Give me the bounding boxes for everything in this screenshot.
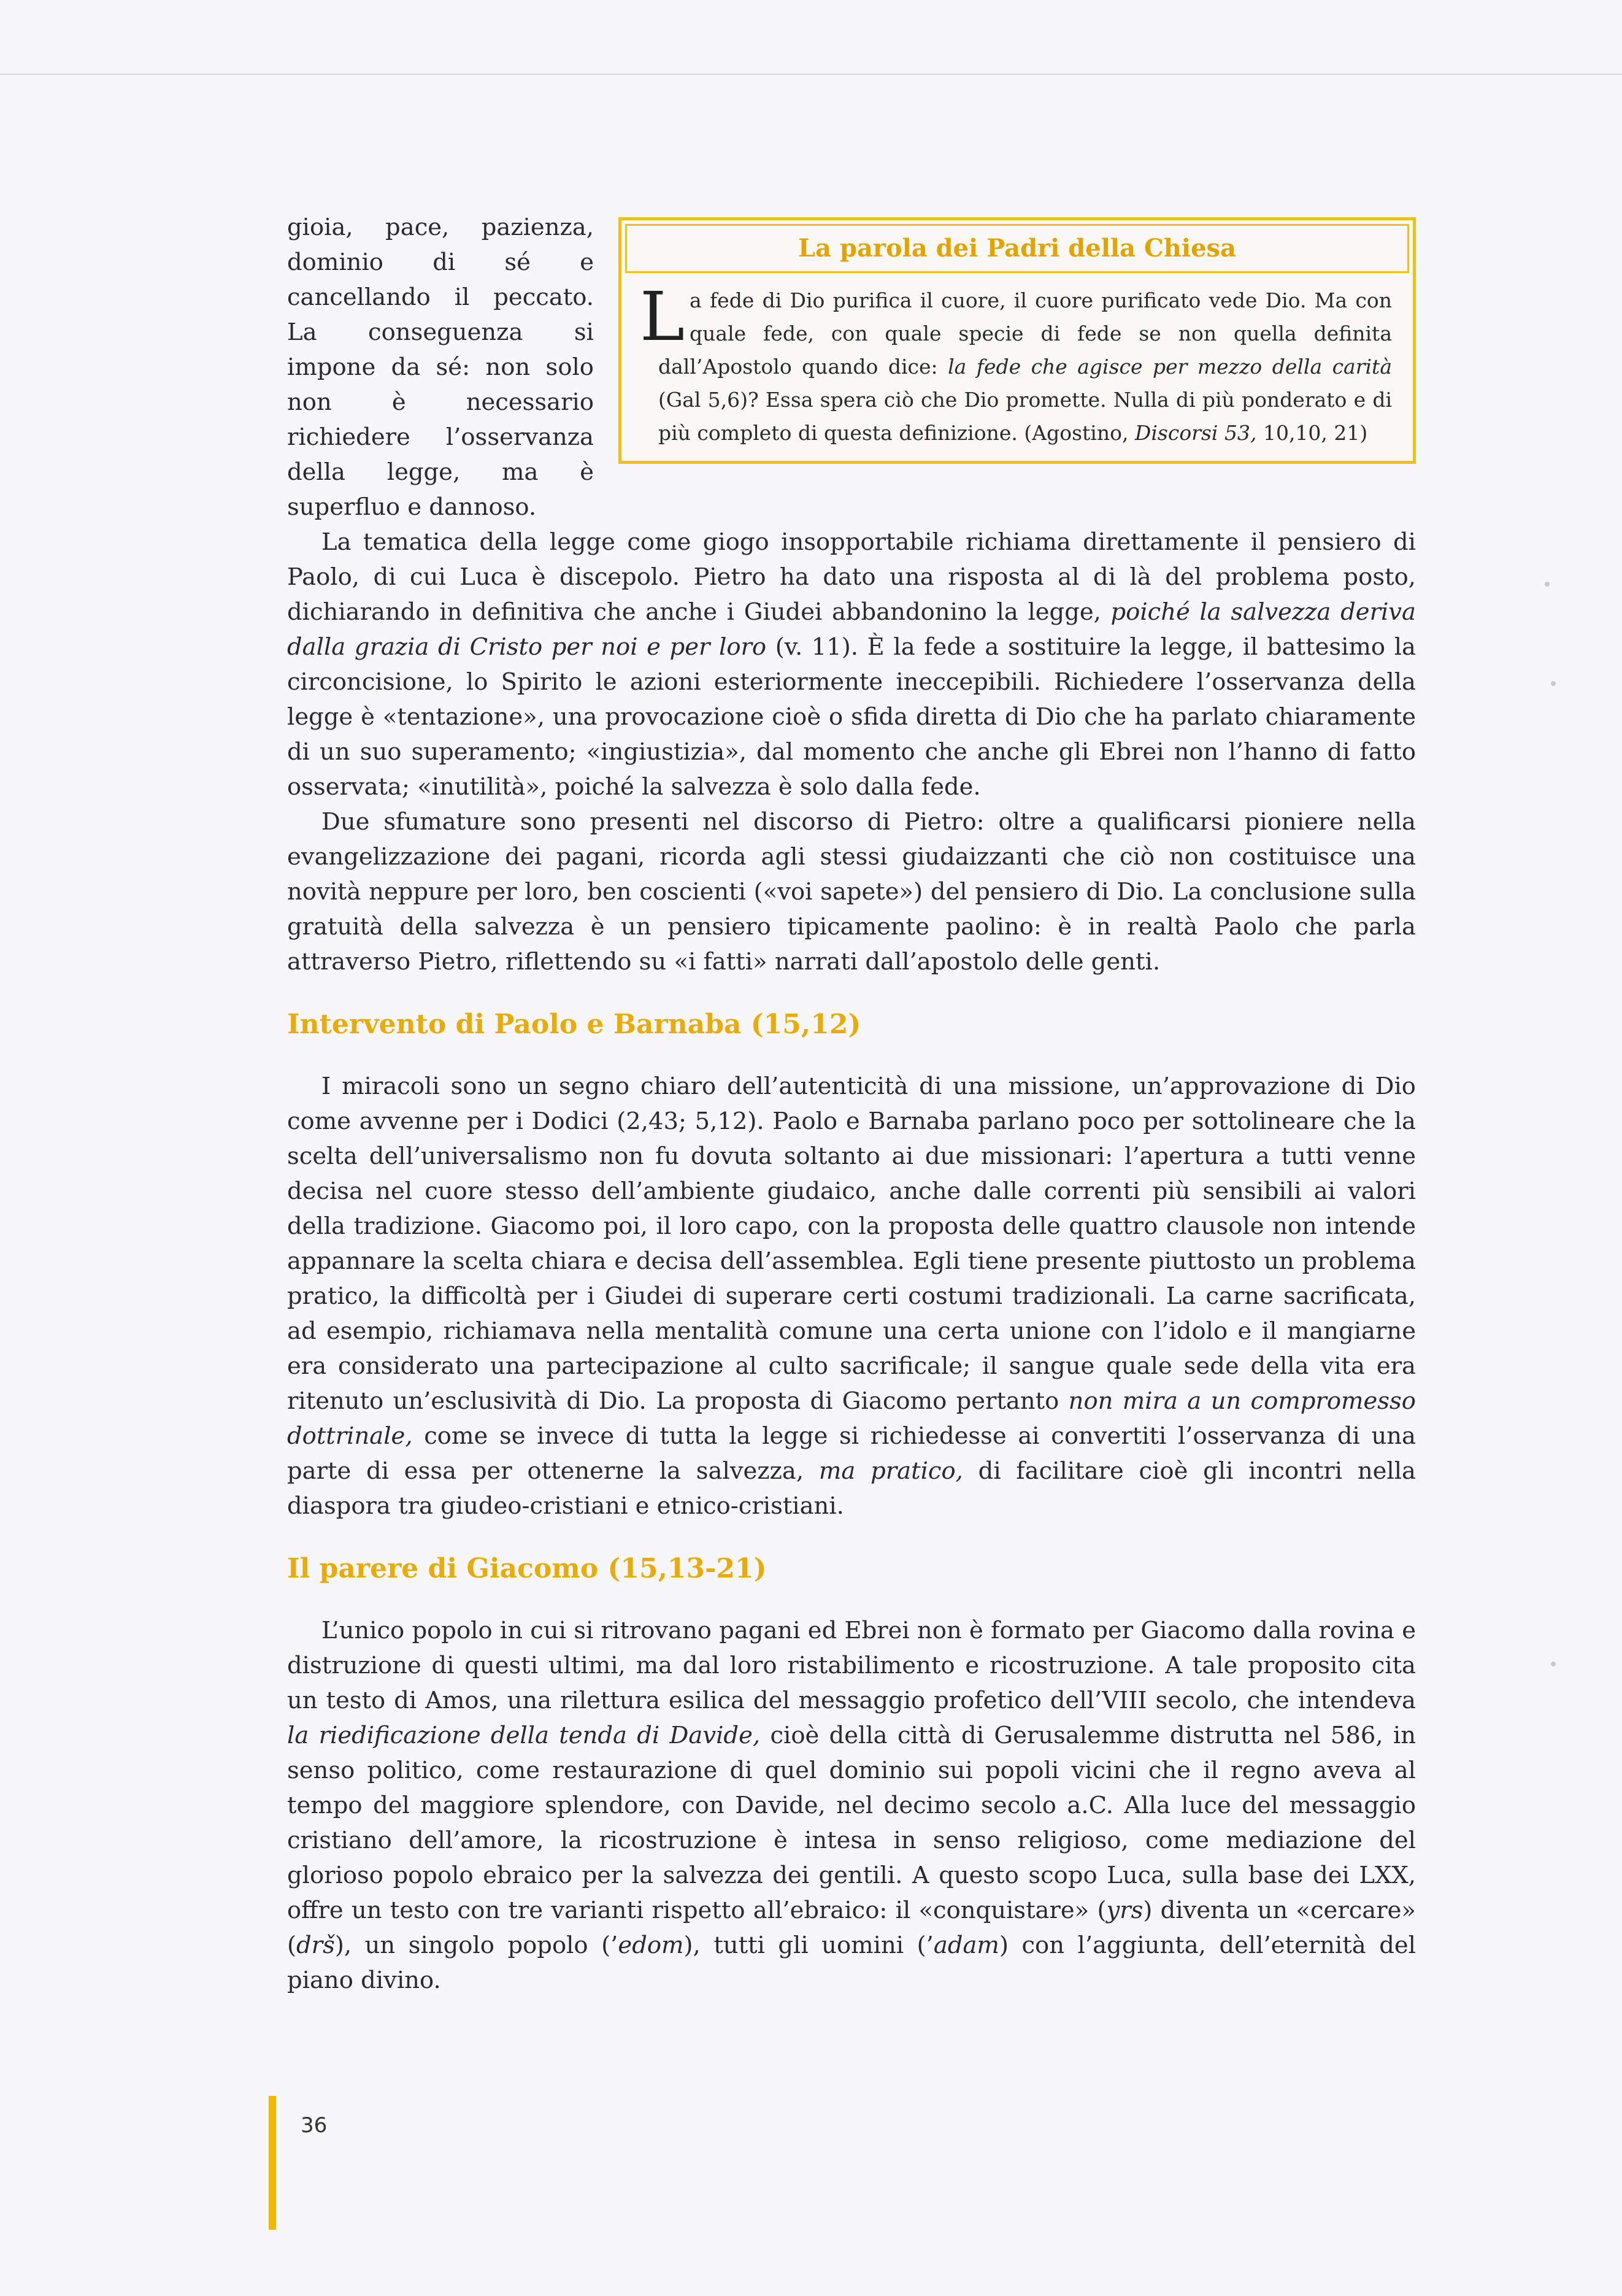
- scan-speck: [1551, 1662, 1556, 1666]
- section-heading-paolo-barnaba: Intervento di Paolo e Barnaba (15,12): [287, 1009, 861, 1040]
- text-run: I miracoli sono un segno chiaro dell’autenticità di una missione, un’approvazione di Dio come avvenne per i Dodici (2,43; 5,12). Paolo e Barnaba parlano poco per sottolineare che la scelta dell’universalismo non fu dovuta soltanto ai due missionari: l’apertura a tutti venne decisa nel cuore stesso dell’ambiente giudaico, anche dalle correnti più sensibili ai valori della tradizione. Giacomo poi, il loro capo, con la proposta delle quattro clausole non intende appannare la scelta chiara e decisa dell’assemblea. Egli tiene presente piuttosto un problema pratico, la difficoltà per i Giudei di superare certi costumi tradizionali. La carne sacrificata, ad esempio, richiamava nella mentalità comune una certa unione con l’idolo e il mangiarne era considerato una partecipazione al culto sacrificale; il sangue quale sede della vita era ritenuto un’esclusività di Dio. La proposta di Giacomo pertanto: [287, 1073, 1416, 1415]
- intro-paragraph-2: [287, 525, 1416, 804]
- quote-text: [658, 288, 1392, 445]
- italic-text: non mira a un compromesso dottrinale,: [287, 1387, 1416, 1450]
- italic-text: adam: [933, 1932, 999, 1959]
- text-run: a fede di Dio purifica il cuore, il cuore purificato vede Dio. Ma con quale fede, con quale specie di fede se non quella definita dall’Apostolo quando dice:: [658, 288, 1392, 379]
- main-text-column: [287, 210, 1416, 1998]
- text-run: cioè della città di Gerusalemme distrutta nel 586, in senso politico, come restaurazione di quel dominio sui popoli vicini che il regno aveva al tempo del maggiore splendore, con Davide, nel decimo secolo a.C. Alla luce del messaggio cristiano dell’amore, la ricostruzione è intesa in senso religioso, come mediazione del glorioso popolo ebraico per la salvezza dei gentili. A questo scopo Luca, sulla base dei LXX, offre un testo con tre varianti rispetto all’ebraico: il «conquistare» (: [287, 1722, 1416, 1924]
- intro-paragraph-2-lead: La tematica della legge come giogo insop: [321, 528, 845, 556]
- italic-text: drš: [296, 1932, 335, 1959]
- scan-speck: [1545, 582, 1550, 587]
- quote-box-title: La parola dei Padri della Chiesa: [625, 224, 1409, 273]
- section2-paragraph: [287, 1613, 1416, 1998]
- text-run: L’unico popolo in cui si ritrovano pagani ed Ebrei non è formato per Giacomo dalla rovina e distruzione di questi ultimi, ma dal loro ristabilimento e ricostruzione. A tale proposito cita un testo di Amos, una rilettura esilica del messaggio profetico dell’VIII secolo, che intendeva: [287, 1617, 1416, 1714]
- text-run: ) diventa un «cercare» (: [287, 1897, 1416, 1959]
- text-run: ) con l’aggiunta, dell’eternità del piano divino.: [287, 1932, 1416, 1994]
- text-run: ), un singolo popolo (’: [334, 1932, 618, 1959]
- quote-box-body: [625, 273, 1409, 457]
- page-number: 36: [301, 2113, 328, 2138]
- text-run: portabile richiama direttamente il pensiero di Paolo, di cui Luca è discepolo. Pietro ha dato una risposta al di là del problema posto, dichiarando in definitiva che anche i Giudei abbandonino la legge,: [287, 528, 1416, 626]
- text-run: 10,10, 21): [1256, 421, 1368, 445]
- drop-cap: L: [640, 277, 685, 356]
- intro-paragraph-3: Due sfumature sono presenti nel discorso di Pietro: oltre a qualificarsi pioniere nella evangelizzazione dei pagani, ricorda agli stessi giudaizzanti che ciò non costituisce una novità neppure per loro, ben coscienti («voi sapete») del pensiero di Dio. La conclusione sulla gratuità della salvezza è un pensiero tipicamente paolino: è in realtà Paolo che parla attraverso Pietro, riflettendo su «i fatti» narrati dall’apostolo delle genti.: [287, 808, 1416, 976]
- scan-speck: [1551, 681, 1556, 686]
- scan-edge-line: [0, 74, 1622, 75]
- text-run: come se invece di tutta la legge si richiedesse ai convertiti l’osservanza di una parte di essa per ottenerne la salvezza,: [287, 1422, 1416, 1485]
- italic-text: yrs: [1106, 1897, 1143, 1924]
- section1-paragraph: [287, 1069, 1416, 1524]
- italic-text: ma pratico,: [818, 1457, 963, 1485]
- text-run: di facilitare cioè gli incontri nella diaspora tra giudeo-cristiani e etnico-cristiani.: [287, 1457, 1416, 1520]
- intro-paragraph-2-body: [287, 528, 1416, 801]
- italic-text: edom: [618, 1932, 684, 1959]
- italic-text: la fede che agisce per mezzo della carità: [948, 355, 1392, 379]
- text-run: (Gal 5,6)? Essa spera ciò che Dio promette. Nulla di più ponderato e di più completo di questa definizione. (Agostino,: [658, 388, 1392, 445]
- italic-text: Discorsi 53,: [1134, 421, 1257, 445]
- page-accent-bar: [269, 2096, 276, 2230]
- text-run: ), tutti gli uomini (’: [683, 1932, 934, 1959]
- italic-text: poiché la salvezza deriva dalla grazia di Cristo per noi e per loro: [287, 598, 1416, 661]
- text-run: (v. 11). È la fede a sostituire la legge, il battesimo la circoncisione, lo Spirito le azioni esteriormente ineccepibili. Richiedere l’osservanza della legge è «tentazione», una provocazione cioè o sfida diretta di Dio che ha parlato chiaramente di un suo superamento; «ingiustizia», dal momento che anche gli Ebrei non l’hanno di fatto osservata; «inutilità», poiché la salvezza è solo dalla fede.: [287, 633, 1416, 801]
- intro-left-text: gioia, pace, pazienza, dominio di sé e cancellando il peccato. La conseguenza si impone da sé: non solo non è necessario richiedere l’osservanza della legge, ma è superfluo e dannoso.: [287, 214, 594, 521]
- italic-text: la riedificazione della tenda di Davide,: [287, 1722, 761, 1749]
- quote-box: [618, 217, 1416, 464]
- section-heading-giacomo: Il parere di Giacomo (15,13-21): [287, 1553, 767, 1584]
